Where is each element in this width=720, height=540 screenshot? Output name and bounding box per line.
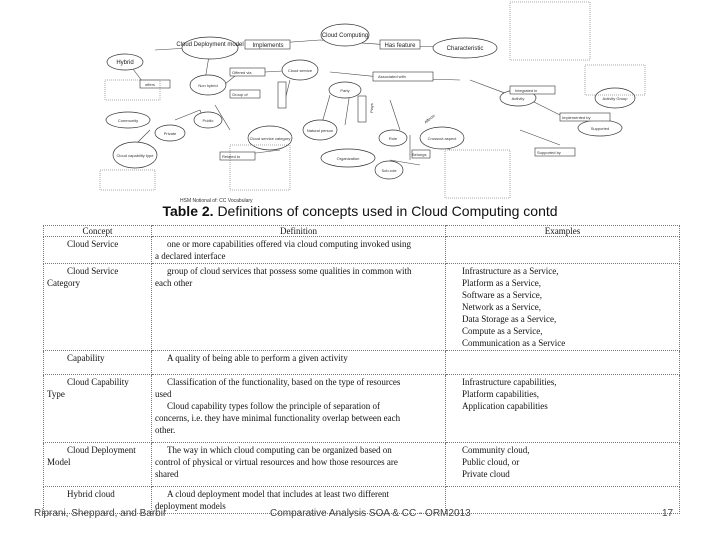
diagram-label: Associated with: [378, 74, 406, 79]
concept-cell: Capability: [44, 351, 152, 375]
table-row: [44, 237, 680, 264]
examples-cell: [446, 375, 680, 443]
diagram-label: Private: [163, 131, 177, 136]
diagram-label: Activity: [511, 96, 525, 101]
concept-line: Cloud Capability: [67, 377, 129, 387]
diagram-label: Organization: [336, 156, 360, 161]
examples-cell: [446, 351, 680, 375]
example-line: Application capabilities: [462, 401, 548, 411]
diagram-label: Plays: [369, 103, 374, 113]
header-examples: Examples: [446, 226, 680, 237]
definition-line: group of cloud services that possess some qualities in common with: [167, 266, 412, 276]
definition-cell: [152, 264, 446, 351]
definition-line: shared: [155, 469, 179, 479]
example-line: Infrastructure capabilities,: [462, 377, 557, 387]
header-concept: Concept: [44, 226, 152, 237]
orm-concept-diagram: [90, 0, 650, 205]
diagram-label: Supported by: [537, 150, 561, 155]
diagram-label: Crosscut aspect: [427, 136, 457, 141]
concept-cell: [44, 264, 152, 351]
header-definition: Definition: [152, 226, 446, 237]
diagram-label: Non hybrid: [198, 83, 218, 88]
page-number: 17: [662, 508, 674, 519]
concept-cell: [44, 443, 152, 487]
definition-line: A cloud deployment model that includes at least two different: [167, 489, 390, 499]
diagram-label: Cloud Computing: [321, 33, 369, 39]
table-title: [0, 203, 720, 219]
concept-cell: Cloud Service: [44, 237, 152, 264]
table-title-text: Definitions of concepts used in Cloud Computing contd: [217, 203, 558, 219]
concept-line: Cloud Service: [67, 266, 119, 276]
diagram-label: Implements: [252, 43, 284, 49]
definition-line: Cloud capability types follow the principle of separation of: [167, 401, 380, 411]
definition-line: The way in which cloud computing can be organized based on: [167, 445, 392, 455]
diagram-label: Integrated in: [515, 88, 538, 93]
footer-authors: Riprani, Sheppard, and Barbir: [34, 508, 167, 519]
definition-line: Classification of the functionality, based on the type of resources: [167, 377, 401, 387]
examples-cell: [446, 487, 680, 514]
definition-line: deployment models: [155, 501, 226, 511]
concept-line: Category: [47, 278, 80, 288]
concept-cell: Hybrid cloud: [44, 487, 152, 514]
diagram-label: offers: [145, 82, 155, 87]
definition-cell: [152, 351, 446, 375]
diagram-label: Belongs: [412, 152, 427, 157]
diagram-label: Cloud capability type: [116, 153, 154, 158]
diagram-label: Sub-role: [381, 168, 397, 173]
diagram-label: Cloud Deployment model: [176, 42, 244, 48]
definition-line: one or more capabilities offered via cloud computing invoked using: [167, 239, 412, 249]
definition-line: other.: [155, 425, 176, 435]
example-line: Platform as a Service,: [462, 278, 541, 288]
definition-cell: [152, 443, 446, 487]
diagram-label: Activity Group: [602, 96, 628, 101]
example-line: Compute as a Service,: [462, 326, 543, 336]
table-row: [44, 443, 680, 487]
definition-line: control of physical or virtual resources and how those resources are: [155, 457, 398, 467]
definition-cell: [152, 375, 446, 443]
table-title-prefix: Table 2.: [162, 203, 214, 219]
diagram-label: Cloud service category: [249, 136, 291, 141]
examples-cell: [446, 264, 680, 351]
table-row: [44, 375, 680, 443]
diagram-label: Role: [388, 136, 398, 141]
example-line: Data Storage as a Service,: [462, 314, 557, 324]
definition-line: a declared interface: [155, 251, 226, 261]
diagram-label: Community: [117, 118, 139, 123]
definition-line: used: [155, 389, 172, 399]
examples-cell: [446, 443, 680, 487]
diagram-label: Offered via: [232, 70, 252, 75]
examples-cell: [446, 237, 680, 264]
example-line: Community cloud,: [462, 445, 530, 455]
table-row: [44, 264, 680, 351]
concept-line: Model: [47, 457, 71, 467]
definition-cell: [152, 237, 446, 264]
concept-cell: [44, 375, 152, 443]
definitions-table: [43, 225, 680, 514]
diagram-label: Public: [202, 118, 214, 123]
example-line: Platform capabilities,: [462, 389, 539, 399]
example-line: Infrastructure as a Service,: [462, 266, 559, 276]
diagram-caption: HSM Notional of: CC Vocabulary: [180, 198, 253, 204]
example-line: Communication as a Service: [462, 338, 566, 348]
example-line: Public cloud, or: [462, 457, 520, 467]
concept-line: Type: [47, 389, 65, 399]
diagram-label: Affects: [423, 113, 436, 125]
diagram-label: Party: [340, 88, 350, 93]
diagram-label: Group of: [232, 92, 248, 97]
node-cloud-deployment-model: [182, 37, 238, 59]
diagram-label: Characteristic: [446, 46, 484, 52]
example-line: Network as a Service,: [462, 302, 541, 312]
diagram-label: Has feature: [384, 43, 416, 49]
diagram-label: Supported: [590, 126, 610, 131]
definition-line: concerns, i.e. they have minimal functionality overlap between each: [155, 413, 401, 423]
definition-line: each other: [155, 278, 193, 288]
table-header-row: [44, 226, 680, 237]
definition-line: A quality of being able to perform a given activity: [167, 353, 348, 363]
concept-line: Cloud Deployment: [67, 445, 136, 455]
example-line: Software as a Service,: [462, 290, 542, 300]
footer-title: Comparative Analysis SOA & CC - ORM2013: [270, 508, 471, 519]
diagram-label: Implemented by: [562, 115, 591, 120]
diagram-label: Natural person: [306, 128, 334, 133]
diagram-label: Cloud service: [287, 68, 313, 73]
diagram-label: Hybrid: [116, 60, 134, 66]
example-line: Private cloud: [462, 469, 510, 479]
table-row: [44, 351, 680, 375]
diagram-label: Related to: [222, 154, 241, 159]
